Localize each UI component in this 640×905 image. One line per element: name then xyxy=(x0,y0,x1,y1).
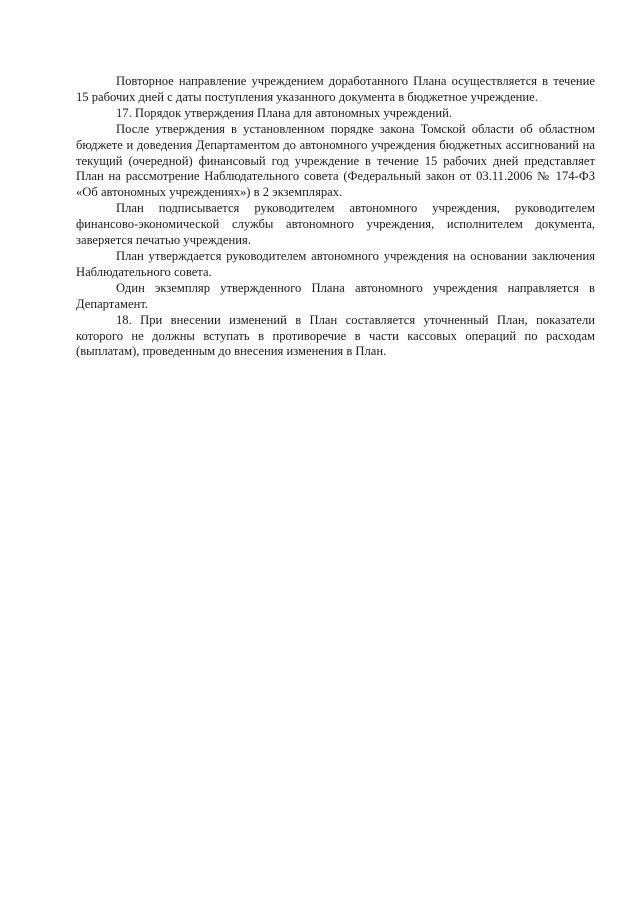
paragraph-approval-basis: План утверждается руководителем автономного учреждения на основании заключения Наблюдательного совета. xyxy=(76,248,595,279)
document-body xyxy=(76,74,595,360)
paragraph-section-17-heading: 17. Порядок утверждения Плана для автономных учреждений. xyxy=(116,105,452,120)
paragraph-section-18-changes: 18. При внесении изменений в План составляется уточненный План, показатели которого не должны вступать в противоречие в части кассовых операций по расходам (выплатам), проведенным до внесения изменения в План. xyxy=(76,312,595,359)
paragraph-signing: План подписывается руководителем автономного учреждения, руководителем финансово-экономической службы автономного учреждения, исполнителем документа, заверяется печатью учреждения. xyxy=(76,201,595,248)
paragraph-resubmission: Повторное направление учреждением доработанного Плана осуществляется в течение 15 рабочих дней с даты поступления указанного документа в бюджетное учреждение. xyxy=(76,74,595,104)
paragraph-copy-to-department: Один экземпляр утвержденного Плана автономного учреждения направляется в Департамент. xyxy=(76,280,595,311)
paragraph-approval-procedure: После утверждения в установленном порядке закона Томской области об областном бюджете и доведения Департаментом до автономного учреждения бюджетных ассигнований на текущий (очередной) финансовый год учреждение в течение 15 рабочих дней представляет План на рассмотрение Наблюдательного совета (Федеральный закон от 03.11.2006 № 174-ФЗ «Об автономных учреждениях») в 2 экземплярах. xyxy=(76,121,595,200)
